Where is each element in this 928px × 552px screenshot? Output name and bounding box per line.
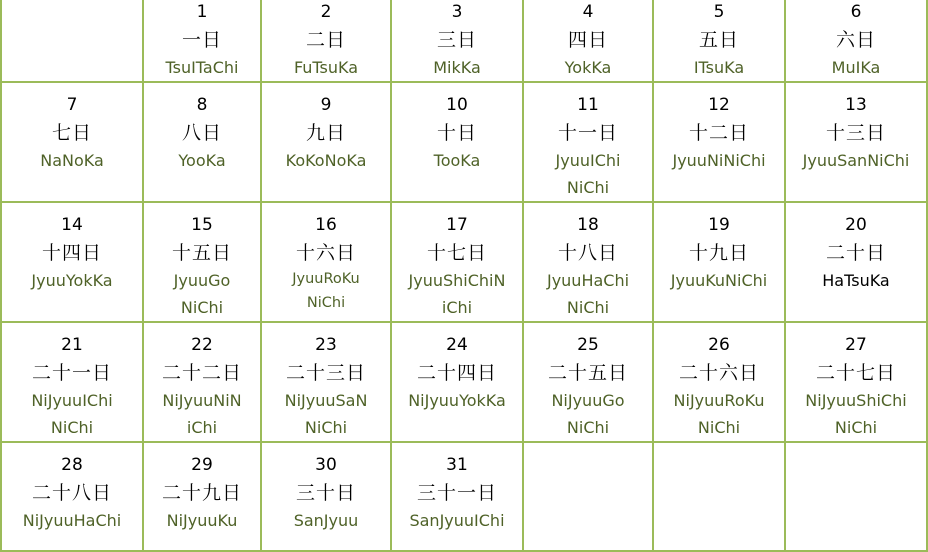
day-romaji: JyuuNiNiChi xyxy=(672,151,766,170)
day-kanji: 二十日 xyxy=(825,242,886,264)
day-kanji: 二十六日 xyxy=(678,362,759,384)
day-romaji: ITsuKa xyxy=(693,58,745,77)
day-number: 14 xyxy=(61,215,83,235)
day-kanji: 二十四日 xyxy=(416,362,497,384)
day-cell xyxy=(653,202,785,322)
day-number: 10 xyxy=(446,95,468,115)
day-kanji: 三日 xyxy=(436,29,477,51)
day-number: 30 xyxy=(315,455,337,475)
day-romaji: TooKa xyxy=(433,151,481,170)
day-kanji: 五日 xyxy=(698,29,739,51)
day-cell xyxy=(143,202,261,322)
day-kanji: 二十七日 xyxy=(815,362,896,384)
day-number: 5 xyxy=(713,2,725,22)
day-kanji: 二十五日 xyxy=(547,362,628,384)
day-romaji: iChi xyxy=(186,418,218,437)
day-romaji: NiJyuuKu xyxy=(166,511,238,530)
day-cell xyxy=(391,202,523,322)
day-romaji: NiJyuuYokKa xyxy=(408,391,506,410)
calendar-week-row xyxy=(1,82,927,202)
day-kanji: 十一日 xyxy=(557,122,618,144)
day-romaji: YokKa xyxy=(564,58,612,77)
day-romaji: NaNoKa xyxy=(40,151,104,170)
day-romaji: JyuuYokKa xyxy=(31,271,113,290)
day-romaji: SanJyuu xyxy=(293,511,359,530)
day-romaji: YooKa xyxy=(178,151,226,170)
day-kanji: 二十二日 xyxy=(161,362,242,384)
calendar-body xyxy=(1,0,927,551)
day-cell xyxy=(785,82,927,202)
day-cell xyxy=(261,0,391,82)
day-number: 31 xyxy=(446,455,468,475)
day-number: 27 xyxy=(845,335,867,355)
day-number: 3 xyxy=(451,2,463,22)
day-romaji: MikKa xyxy=(433,58,481,77)
day-cell xyxy=(523,322,653,442)
day-romaji: NiChi xyxy=(50,418,94,437)
day-number: 18 xyxy=(577,215,599,235)
day-romaji: MuIKa xyxy=(831,58,881,77)
day-romaji: JyuuHaChi xyxy=(546,271,630,290)
day-cell xyxy=(523,0,653,82)
day-number: 22 xyxy=(191,335,213,355)
day-romaji: NiJyuuIChi xyxy=(31,391,113,410)
day-romaji: NiJyuuShiChi xyxy=(805,391,907,410)
day-kanji: 十八日 xyxy=(557,242,618,264)
day-number: 24 xyxy=(446,335,468,355)
day-kanji: 二十八日 xyxy=(31,482,112,504)
calendar-week-row xyxy=(1,322,927,442)
day-romaji: NiChi xyxy=(566,418,610,437)
day-romaji: JyuuSanNiChi xyxy=(802,151,910,170)
day-number: 26 xyxy=(708,335,730,355)
day-romaji: JyuuShiChiN xyxy=(408,271,506,290)
day-number: 16 xyxy=(315,215,337,235)
day-kanji: 二日 xyxy=(305,29,346,51)
day-romaji: JyuuRoKu xyxy=(292,271,360,287)
day-kanji: 一日 xyxy=(181,29,222,51)
day-number: 7 xyxy=(66,95,78,115)
day-cell xyxy=(653,322,785,442)
day-romaji: NiChi xyxy=(304,418,348,437)
day-cell xyxy=(143,442,261,551)
day-romaji: NiChi xyxy=(180,298,224,317)
day-cell xyxy=(391,322,523,442)
day-number: 15 xyxy=(191,215,213,235)
day-kanji: 三十日 xyxy=(295,482,356,504)
day-cell xyxy=(785,202,927,322)
day-cell xyxy=(1,442,143,551)
day-number: 2 xyxy=(320,2,332,22)
empty-day-cell xyxy=(653,442,785,551)
day-romaji: SanJyuuIChi xyxy=(409,511,505,530)
day-number: 9 xyxy=(320,95,332,115)
day-romaji: NiJyuuHaChi xyxy=(22,511,122,530)
day-number: 1 xyxy=(196,2,208,22)
day-cell xyxy=(261,442,391,551)
day-romaji: NiChi xyxy=(566,298,610,317)
day-kanji: 十四日 xyxy=(41,242,102,264)
day-romaji: NiJyuuSaN xyxy=(284,391,368,410)
day-kanji: 二十一日 xyxy=(31,362,112,384)
day-kanji: 八日 xyxy=(181,122,222,144)
day-cell xyxy=(1,82,143,202)
calendar-week-row xyxy=(1,0,927,82)
day-cell xyxy=(785,0,927,82)
day-romaji: FuTsuKa xyxy=(293,58,359,77)
day-kanji: 十日 xyxy=(436,122,477,144)
day-kanji: 四日 xyxy=(567,29,608,51)
day-number: 28 xyxy=(61,455,83,475)
day-number: 13 xyxy=(845,95,867,115)
day-kanji: 十九日 xyxy=(688,242,749,264)
calendar-week-row xyxy=(1,442,927,551)
day-romaji: HaTsuKa xyxy=(822,271,890,290)
day-number: 6 xyxy=(850,2,862,22)
day-kanji: 七日 xyxy=(51,122,92,144)
empty-day-cell xyxy=(785,442,927,551)
day-cell xyxy=(391,0,523,82)
day-romaji: JyuuIChi xyxy=(555,151,621,170)
day-number: 23 xyxy=(315,335,337,355)
day-romaji: NiJyuuNiN xyxy=(162,391,242,410)
day-number: 17 xyxy=(446,215,468,235)
day-romaji: TsuITaChi xyxy=(165,58,239,77)
day-kanji: 十三日 xyxy=(825,122,886,144)
day-cell xyxy=(261,322,391,442)
day-kanji: 九日 xyxy=(305,122,346,144)
day-romaji: NiChi xyxy=(306,295,346,311)
day-cell xyxy=(391,82,523,202)
day-cell xyxy=(143,0,261,82)
day-kanji: 十六日 xyxy=(295,242,356,264)
day-kanji: 十七日 xyxy=(426,242,487,264)
day-kanji: 十五日 xyxy=(171,242,232,264)
day-cell xyxy=(143,322,261,442)
empty-day-cell xyxy=(523,442,653,551)
day-cell xyxy=(1,322,143,442)
day-number: 19 xyxy=(708,215,730,235)
day-number: 21 xyxy=(61,335,83,355)
day-cell xyxy=(653,82,785,202)
day-cell xyxy=(261,82,391,202)
day-number: 12 xyxy=(708,95,730,115)
day-romaji: NiJyuuGo xyxy=(551,391,625,410)
day-kanji: 十二日 xyxy=(688,122,749,144)
empty-day-cell xyxy=(1,0,143,82)
day-romaji: NiChi xyxy=(566,178,610,197)
day-number: 25 xyxy=(577,335,599,355)
day-kanji: 六日 xyxy=(835,29,876,51)
day-number: 11 xyxy=(577,95,599,115)
day-kanji: 二十三日 xyxy=(285,362,366,384)
day-kanji: 三十一日 xyxy=(416,482,497,504)
day-romaji: NiJyuuRoKu xyxy=(673,391,765,410)
day-cell xyxy=(1,202,143,322)
day-romaji: JyuuGo xyxy=(173,271,231,290)
day-cell xyxy=(391,442,523,551)
day-number: 4 xyxy=(582,2,594,22)
day-cell xyxy=(143,82,261,202)
day-cell xyxy=(653,0,785,82)
day-number: 8 xyxy=(196,95,208,115)
day-romaji: iChi xyxy=(441,298,473,317)
day-cell xyxy=(261,202,391,322)
day-romaji: NiChi xyxy=(834,418,878,437)
day-cell xyxy=(785,322,927,442)
calendar-week-row xyxy=(1,202,927,322)
day-kanji: 二十九日 xyxy=(161,482,242,504)
day-romaji: JyuuKuNiChi xyxy=(670,271,768,290)
day-number: 20 xyxy=(845,215,867,235)
day-cell xyxy=(523,202,653,322)
day-cell xyxy=(523,82,653,202)
day-romaji: NiChi xyxy=(697,418,741,437)
day-romaji: KoKoNoKa xyxy=(285,151,367,170)
day-number: 29 xyxy=(191,455,213,475)
